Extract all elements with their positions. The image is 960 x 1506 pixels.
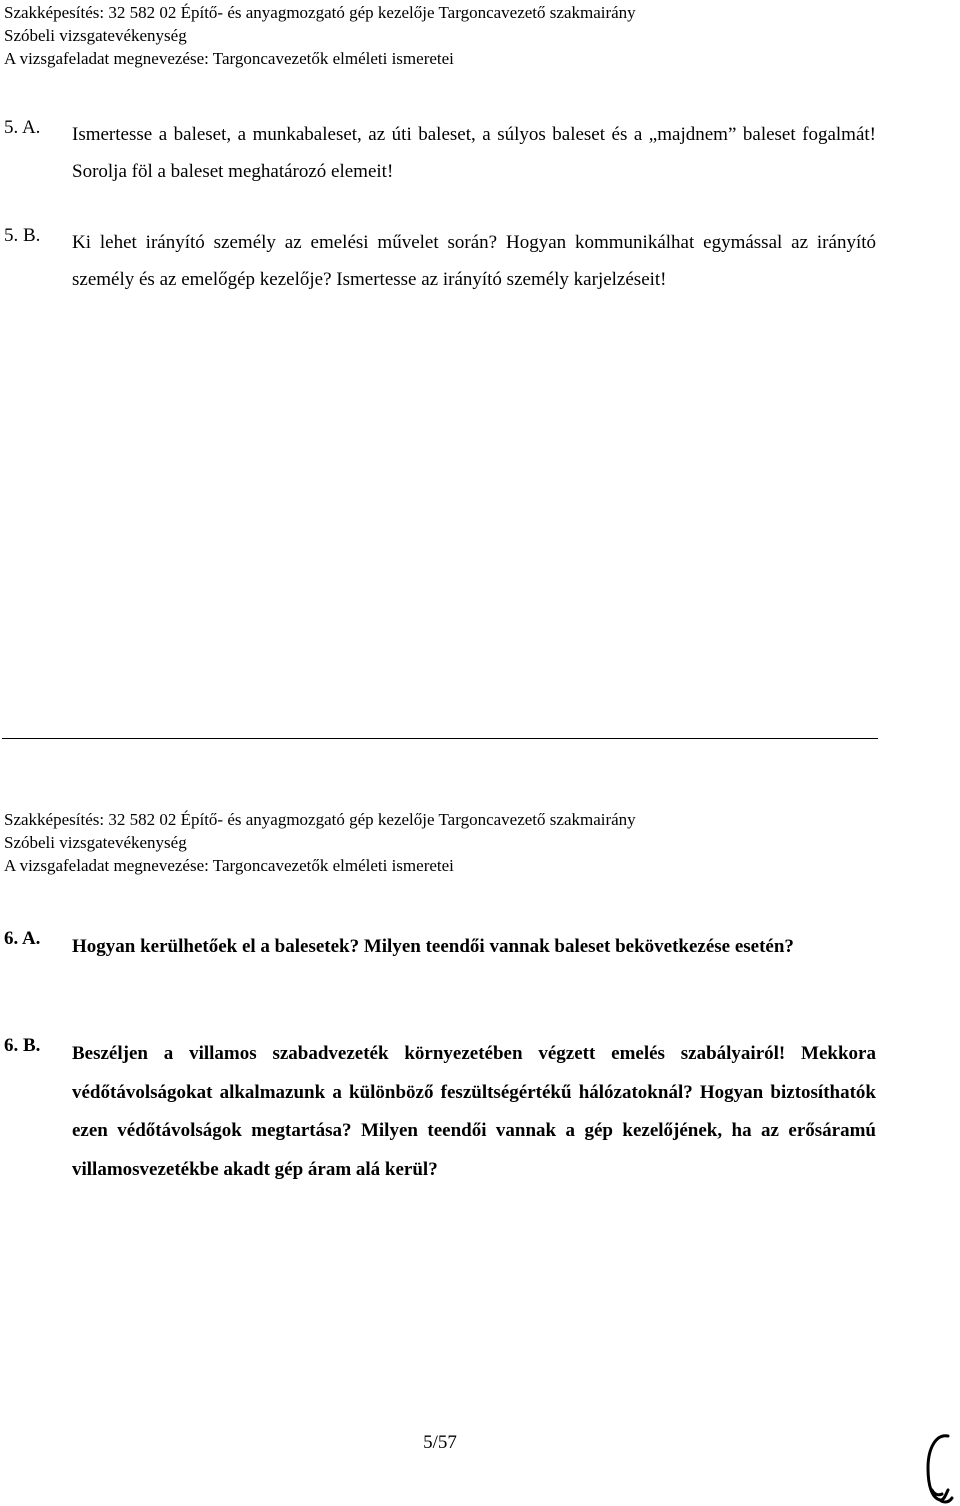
header-task-name: A vizsgafeladat megnevezése: Targoncavezetők elméleti ismeretei [4,49,454,68]
question-text: Hogyan kerülhetőek el a balesetek? Milyen teendői vannak baleset bekövetkezése esetén? [72,936,794,957]
question-number: 5. B. [4,225,41,246]
header-qualification: Szakképesítés: 32 582 02 Építő- és anyagmozgató gép kezelője Targoncavezető szakmairány [4,810,636,829]
question-6a [4,928,876,967]
question-5b [4,225,876,298]
header-exam-activity: Szóbeli vizsgatevékenység [4,833,187,852]
question-5a [4,117,876,190]
question-text: Ki lehet irányító személy az emelési művelet során? Hogyan kommunikálhat egymással az irányító személy és az emelőgép kezelője? Ismertesse az irányító személy karjelzéseit! [72,232,876,290]
header-task-name: A vizsgafeladat megnevezése: Targoncavezetők elméleti ismeretei [4,856,454,875]
page-header-second [4,808,636,877]
page-header-top [4,1,636,70]
header-exam-activity: Szóbeli vizsgatevékenység [4,26,187,45]
question-6b [4,1035,876,1189]
header-qualification: Szakképesítés: 32 582 02 Építő- és anyagmozgató gép kezelője Targoncavezető szakmairány [4,3,636,22]
question-text: Ismertesse a baleset, a munkabaleset, az úti baleset, a súlyos baleset és a „majdnem” baleset fogalmát! Sorolja föl a baleset meghatározó elemeit! [72,124,876,182]
question-number: 5. A. [4,117,41,138]
question-number: 6. A. [4,928,41,949]
corner-logo-mark-icon [918,1428,960,1506]
page-number: 5/57 [423,1432,457,1453]
question-text: Beszéljen a villamos szabadvezeték környezetében végzett emelés szabályairól! Mekkora védőtávolságokat alkalmazunk a különböző feszültségértékű hálózatoknál? Hogyan biztosíthatók ezen védőtávolságok megtartása? Milyen teendői vannak a gép kezelőjének, ha az erősáramú villamosvezetékbe akadt gép áram alá kerül? [72,1043,876,1180]
question-number: 6. B. [4,1035,41,1056]
page-divider [2,738,878,739]
